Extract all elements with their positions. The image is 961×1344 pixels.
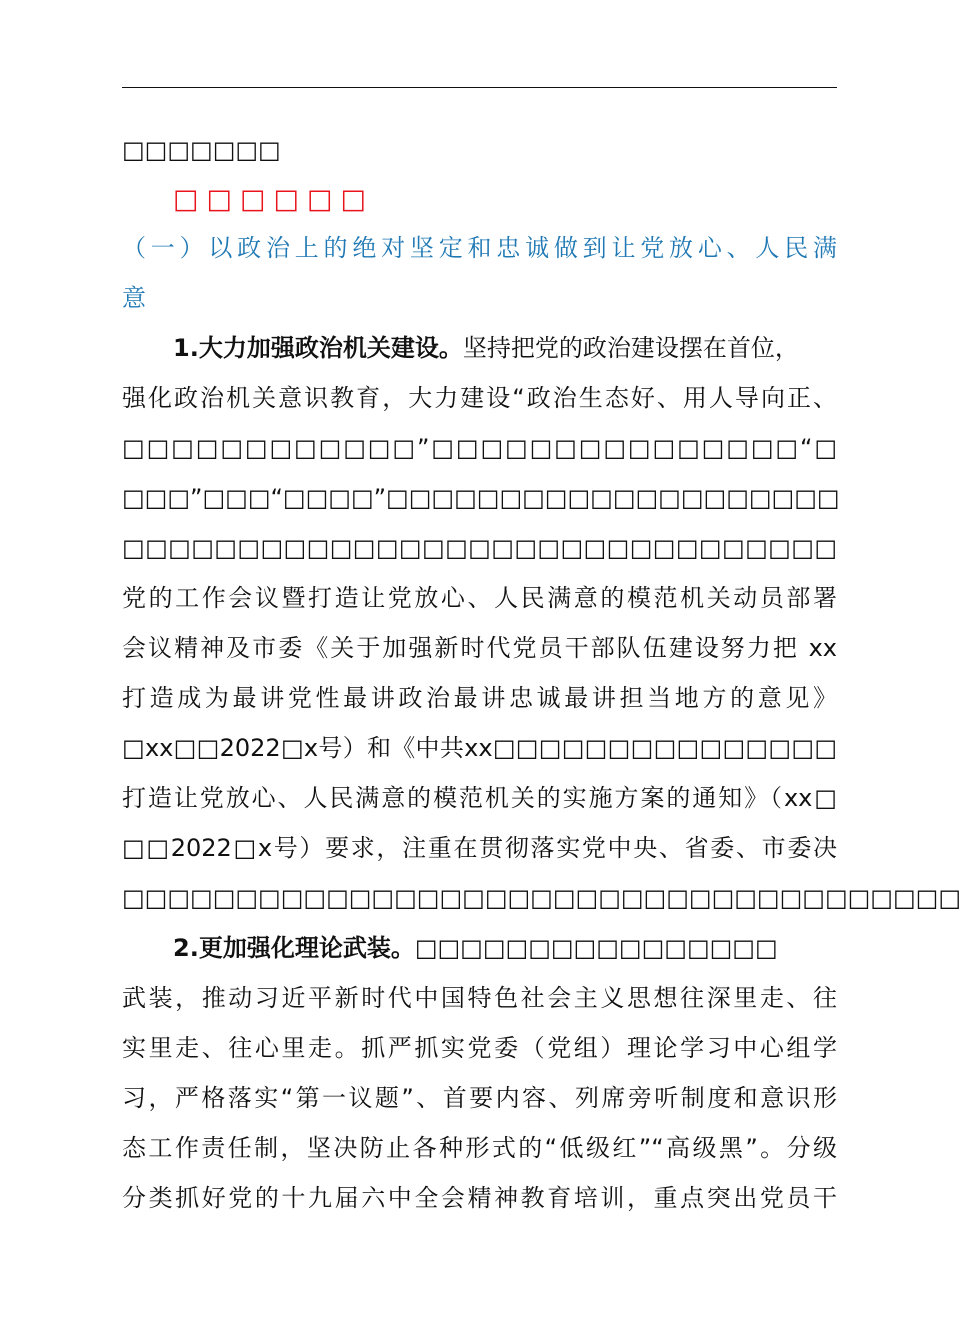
header-rule bbox=[122, 87, 837, 88]
item1-body-line: 坚持把党的政治建设摆在首位， bbox=[462, 334, 799, 362]
item2-first-line bbox=[173, 928, 837, 968]
body-line: 打造让党放心、人民满意的模范机关的实施方案的通知》（xx□ bbox=[122, 784, 837, 812]
item1-heading: 1.大力加强政治机关建设。 bbox=[173, 334, 463, 362]
section-title: □□□□□□ bbox=[173, 184, 375, 215]
body-line: □□□□□□□□□□□□”□□□□□□□□□□□□□□□“□ bbox=[122, 434, 837, 462]
body-line: 分类抓好党的十九届六中全会精神教育培训，重点突出党员干 bbox=[122, 1184, 837, 1212]
item2-body-line: □□□□□□□□□□□□□□□□ bbox=[414, 934, 778, 962]
body-line: 党的工作会议暨打造让党放心、人民满意的模范机关动员部署 bbox=[122, 584, 837, 612]
body-line: 武装，推动习近平新时代中国特色社会主义思想往深里走、往 bbox=[122, 984, 837, 1012]
body-line: □□□□□□□□□□□□□□□□□□□□□□□□□□□□□□□□□□□□□ bbox=[122, 884, 961, 912]
body-line: □xx□□2022□x号）和《中共xx□□□□□□□□□□□□□□□ bbox=[122, 734, 837, 762]
body-line: □□□”□□□“□□□□”□□□□□□□□□□□□□□□□□□□□ bbox=[122, 484, 840, 512]
subsection-heading-line2: 意 bbox=[122, 284, 146, 312]
subsection-heading-line1: （一）以政治上的绝对坚定和忠诚做到让党放心、人民满 bbox=[122, 234, 837, 262]
body-line: □□2022□x号）要求，注重在贯彻落实党中央、省委、市委决 bbox=[122, 834, 837, 862]
body-line: □□□□□□□□□□□□□□□□□□□□□□□□□□□□□□□ bbox=[122, 534, 837, 562]
body-line: 实里走、往心里走。抓严抓实党委（党组）理论学习中心组学 bbox=[122, 1034, 837, 1062]
body-line: 习，严格落实“第一议题”、首要内容、列席旁听制度和意识形 bbox=[122, 1084, 837, 1112]
header-fragment: □□□□□□□ bbox=[122, 136, 281, 164]
body-line: 态工作责任制，坚决防止各种形式的“低级红”“高级黑”。分级 bbox=[122, 1134, 837, 1162]
body-line: 会议精神及市委《关于加强新时代党员干部队伍建设努力把 xx bbox=[122, 634, 837, 662]
item2-heading: 2.更加强化理论武装。 bbox=[173, 934, 415, 962]
body-line: 强化政治机关意识教育，大力建设“政治生态好、用人导向正、 bbox=[122, 384, 837, 412]
body-line: 打造成为最讲党性最讲政治最讲忠诚最讲担当地方的意见》 bbox=[122, 684, 837, 712]
item1-first-line bbox=[173, 328, 859, 368]
